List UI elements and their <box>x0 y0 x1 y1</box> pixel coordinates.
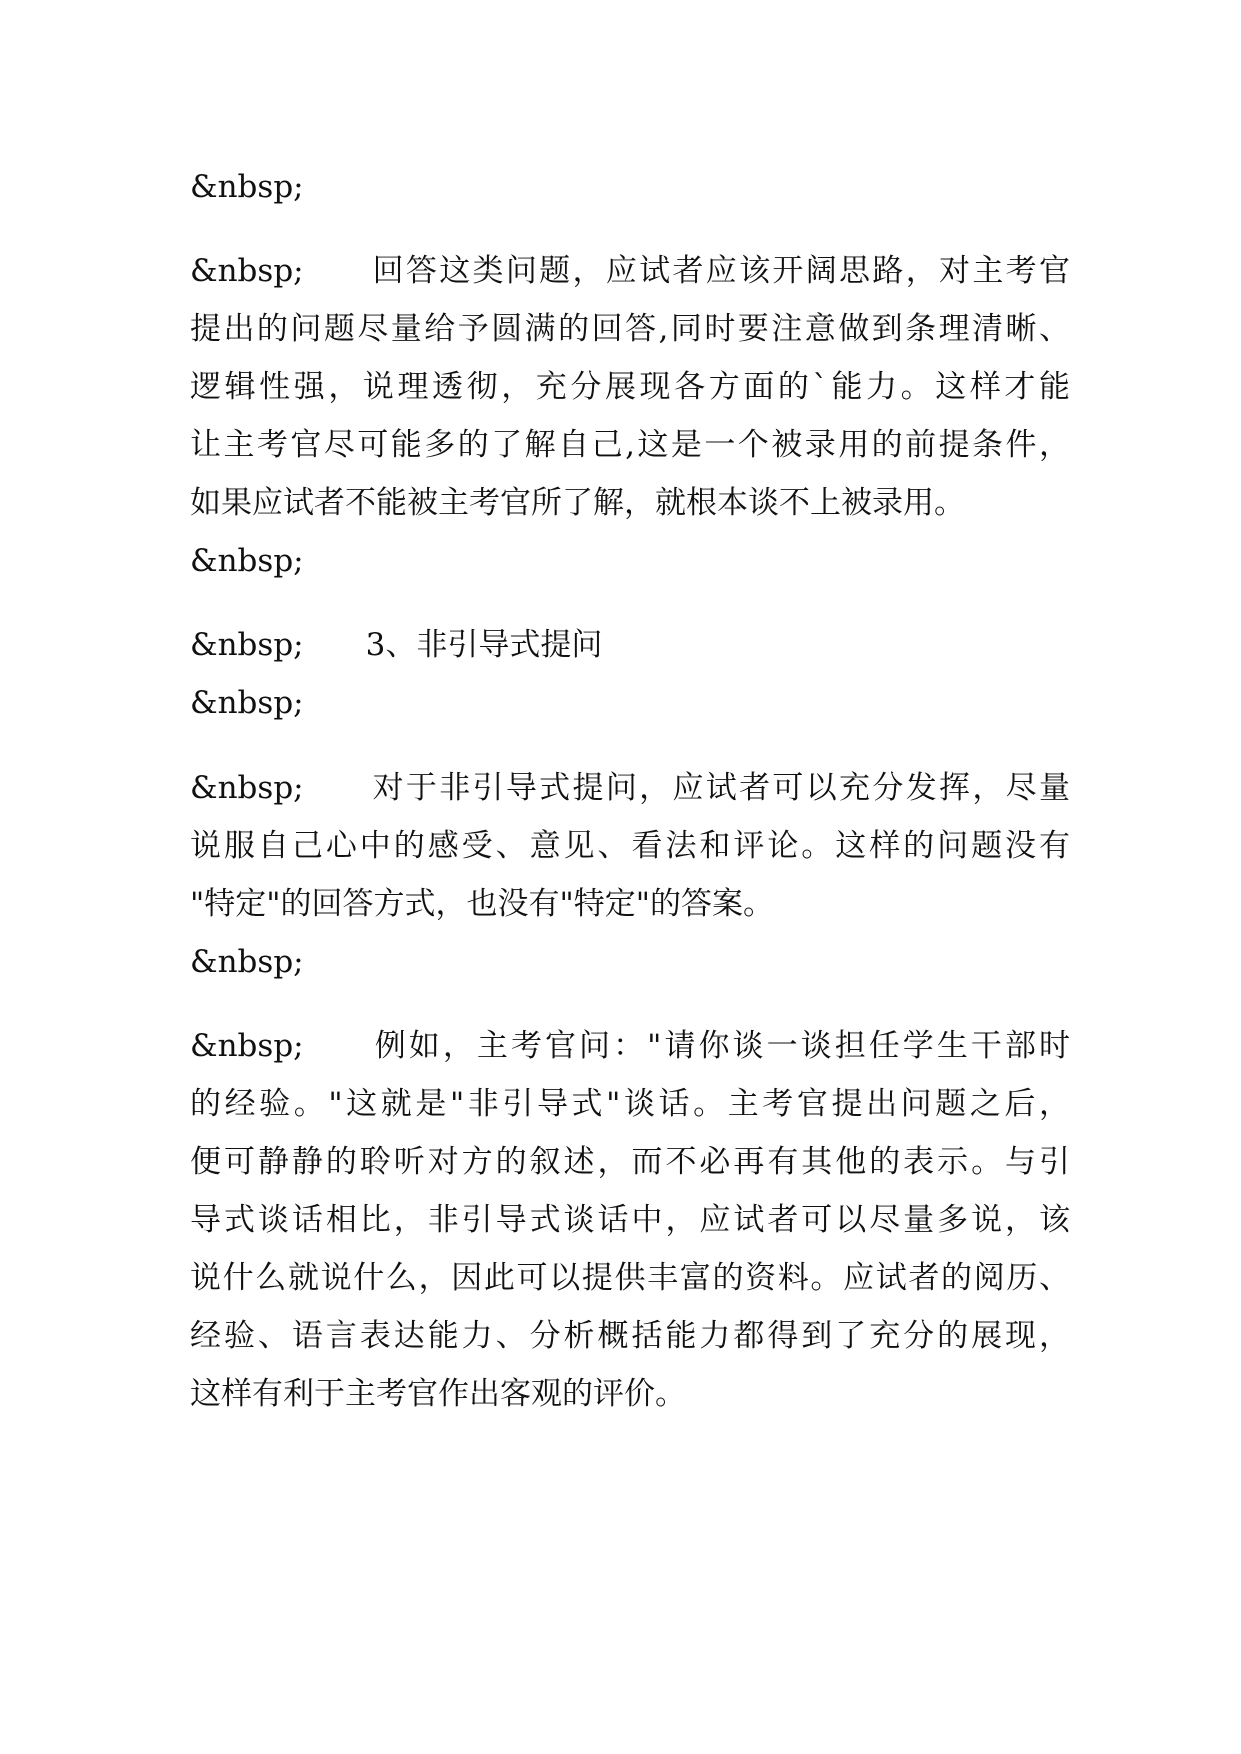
section-heading: &nbsp; 3、非引导式提问 <box>190 627 603 663</box>
paragraph-line: 便可静静的聆听对方的叙述，而不必再有其他的表示。与引 <box>190 1144 1070 1180</box>
blank-line: &nbsp; <box>190 685 304 721</box>
paragraph-line: 如果应试者不能被主考官所了解，就根本谈不上被录用。 <box>190 485 965 521</box>
paragraph-line: 说什么就说什么，因此可以提供丰富的资料。应试者的阅历、 <box>190 1260 1070 1296</box>
paragraph-line: 说服自己心中的感受、意见、看法和评论。这样的问题没有 <box>190 828 1070 864</box>
paragraph-line: 逻辑性强，说理透彻，充分展现各方面的`能力。这样才能 <box>190 369 1070 405</box>
blank-line: &nbsp; <box>190 944 304 980</box>
paragraph-line: &nbsp; 对于非引导式提问，应试者可以充分发挥，尽量 <box>190 770 1070 806</box>
blank-line: &nbsp; <box>190 169 304 205</box>
blank-line: &nbsp; <box>190 543 304 579</box>
paragraph-line: "特定"的回答方式，也没有"特定"的答案。 <box>190 886 775 922</box>
paragraph-line: &nbsp; 例如，主考官问："请你谈一谈担任学生干部时 <box>190 1028 1070 1064</box>
paragraph-line: 的经验。"这就是"非引导式"谈话。主考官提出问题之后， <box>190 1086 1070 1122</box>
paragraph-line: 提出的问题尽量给予圆满的回答,同时要注意做到条理清晰、 <box>190 311 1070 347</box>
paragraph-line: 导式谈话相比，非引导式谈话中，应试者可以尽量多说，该 <box>190 1202 1070 1238</box>
paragraph-line: 这样有利于主考官作出客观的评价。 <box>190 1376 686 1412</box>
paragraph-line: 让主考官尽可能多的了解自己,这是一个被录用的前提条件， <box>190 427 1070 463</box>
paragraph-line: &nbsp; 回答这类问题，应试者应该开阔思路，对主考官 <box>190 253 1070 289</box>
paragraph-line: 经验、语言表达能力、分析概括能力都得到了充分的展现， <box>190 1318 1070 1354</box>
